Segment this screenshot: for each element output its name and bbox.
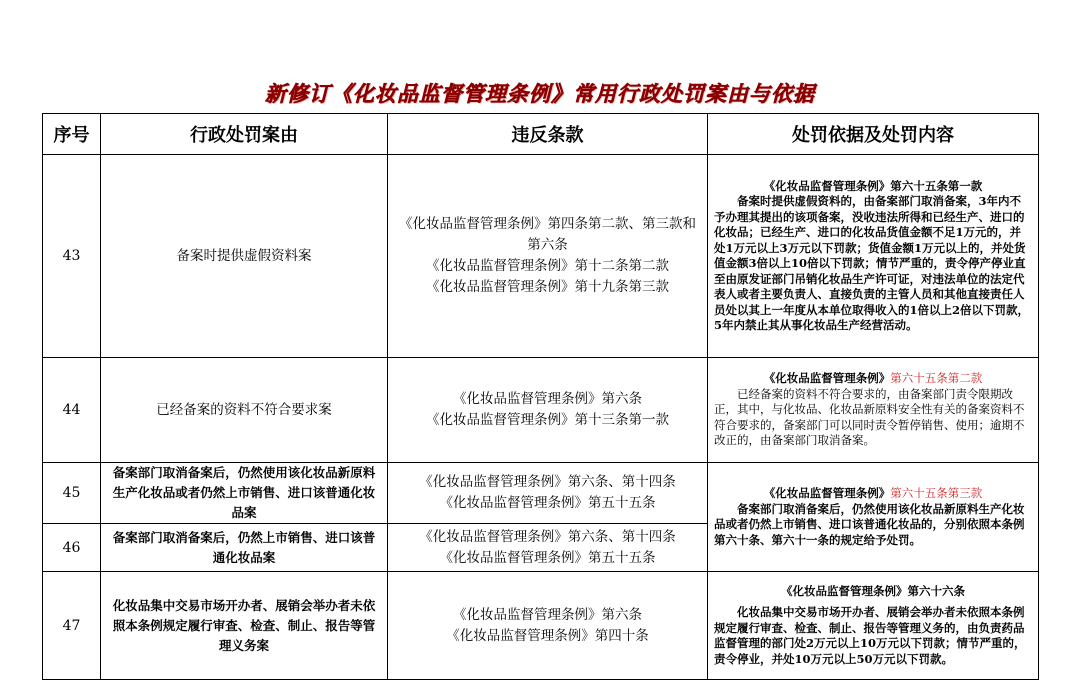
- basis-heading-clause: 第六十五条第三款: [890, 486, 983, 500]
- header-reason: 行政处罚案由: [101, 114, 388, 155]
- table-row: [43, 358, 1039, 463]
- row-reason: 备案时提供虚假资料案: [101, 155, 388, 358]
- page-title: 新修订《化妆品监督管理条例》常用行政处罚案由与依据: [265, 82, 815, 106]
- table-row: [43, 572, 1039, 680]
- row-articles: [388, 358, 708, 463]
- table-row: [43, 463, 1039, 524]
- table-row: [43, 155, 1039, 358]
- penalty-table: [42, 113, 1039, 680]
- row-articles: [388, 155, 708, 358]
- basis-text: 化妆品集中交易市场开办者、展销会举办者未依照本条例规定履行审查、检查、制止、报告等管理义务的，由负责药品监督管理的部门处2万元以上10万元以下罚款；情节严重的，责令停业，并处10万元以上50万元以下罚款。: [714, 605, 1026, 666]
- header-seq: 序号: [43, 114, 101, 155]
- basis-heading: [714, 486, 1032, 502]
- row-basis: [708, 155, 1039, 358]
- basis-heading-title: 《化妆品监督管理条例》: [763, 486, 891, 500]
- row-seq: 43: [43, 155, 101, 358]
- row-articles: [388, 572, 708, 680]
- article-line: 《化妆品监督管理条例》第四十条: [446, 627, 649, 644]
- basis-text: 备案时提供虚假资料的，由备案部门取消备案，3年内不予办理其提出的该项备案，没收违法所得和已经生产、进口的化妆品；已经生产、进口的化妆品货值金额不足1万元的，并处1万元以上3万元以下罚款；货值金额1万元以上的，并处货值金额3倍以上10倍以下罚款；情节严重的，责令停产停业直至由原发证部门吊销化妆品生产许可证，对违法单位的法定代表人或者主要负责人、直接负责的主管人员和其他直接责任人员处以其上一年度从本单位取得收入的1倍以上2倍以下罚款，5年内禁止其从事化妆品生产经营活动。: [714, 194, 1030, 332]
- basis-heading: [714, 371, 1032, 387]
- row-seq: 47: [43, 572, 101, 680]
- basis-heading-title: 《化妆品监督管理条例》: [763, 371, 891, 386]
- basis-heading: 《化妆品监督管理条例》第六十五条第一款: [763, 178, 983, 193]
- article-line: 《化妆品监督管理条例》第十二条第二款: [426, 258, 669, 274]
- row-reason: 已经备案的资料不符合要求案: [101, 358, 388, 463]
- row-articles: [388, 463, 708, 524]
- row-reason: 备案部门取消备案后，仍然使用该化妆品新原料生产化妆品或者仍然上市销售、进口该普通化妆品案: [101, 463, 388, 524]
- basis-heading: 《化妆品监督管理条例》第六十六条: [781, 583, 965, 598]
- row-basis-shared: [708, 463, 1039, 572]
- article-line: 《化妆品监督管理条例》第六条、第十四条: [419, 528, 676, 545]
- basis-text: 备案部门取消备案后，仍然使用该化妆品新原料生产化妆品或者仍然上市销售、进口该普通化妆品的，分别依照本条例第六十条、第六十一条的规定给予处罚。: [714, 501, 1025, 547]
- article-line: 《化妆品监督管理条例》第六条: [453, 391, 642, 407]
- header-basis: 处罚依据及处罚内容: [708, 114, 1039, 155]
- row-seq: 44: [43, 358, 101, 463]
- article-line: 《化妆品监督管理条例》第十三条第一款: [426, 412, 669, 428]
- row-articles: [388, 524, 708, 572]
- row-reason: 化妆品集中交易市场开办者、展销会举办者未依照本条例规定履行审查、检查、制止、报告等管理义务案: [101, 572, 388, 680]
- row-seq: 45: [43, 463, 101, 524]
- article-line: 《化妆品监督管理条例》第五十五条: [439, 495, 656, 511]
- basis-heading-clause: 第六十五条第二款: [890, 371, 983, 386]
- article-line: 《化妆品监督管理条例》第四条第二款、第三款和第六条: [399, 216, 696, 253]
- basis-text: 已经备案的资料不符合要求的，由备案部门责令限期改正，其中，与化妆品、化妆品新原料安全性有关的备案资料不符合要求的，备案部门可以同时责令暂停销售、使用；逾期不改正的，由备案部门取消备案。: [714, 386, 1025, 448]
- header-row: [43, 114, 1039, 155]
- header-article: 违反条款: [388, 114, 708, 155]
- row-seq: 46: [43, 524, 101, 572]
- row-basis: [708, 358, 1039, 463]
- article-line: 《化妆品监督管理条例》第六条: [453, 606, 642, 623]
- article-line: 《化妆品监督管理条例》第十九条第三款: [426, 279, 669, 295]
- article-line: 《化妆品监督管理条例》第五十五条: [439, 549, 656, 566]
- row-reason: 备案部门取消备案后，仍然上市销售、进口该普通化妆品案: [101, 524, 388, 572]
- article-line: 《化妆品监督管理条例》第六条、第十四条: [419, 474, 676, 490]
- row-basis: [708, 572, 1039, 680]
